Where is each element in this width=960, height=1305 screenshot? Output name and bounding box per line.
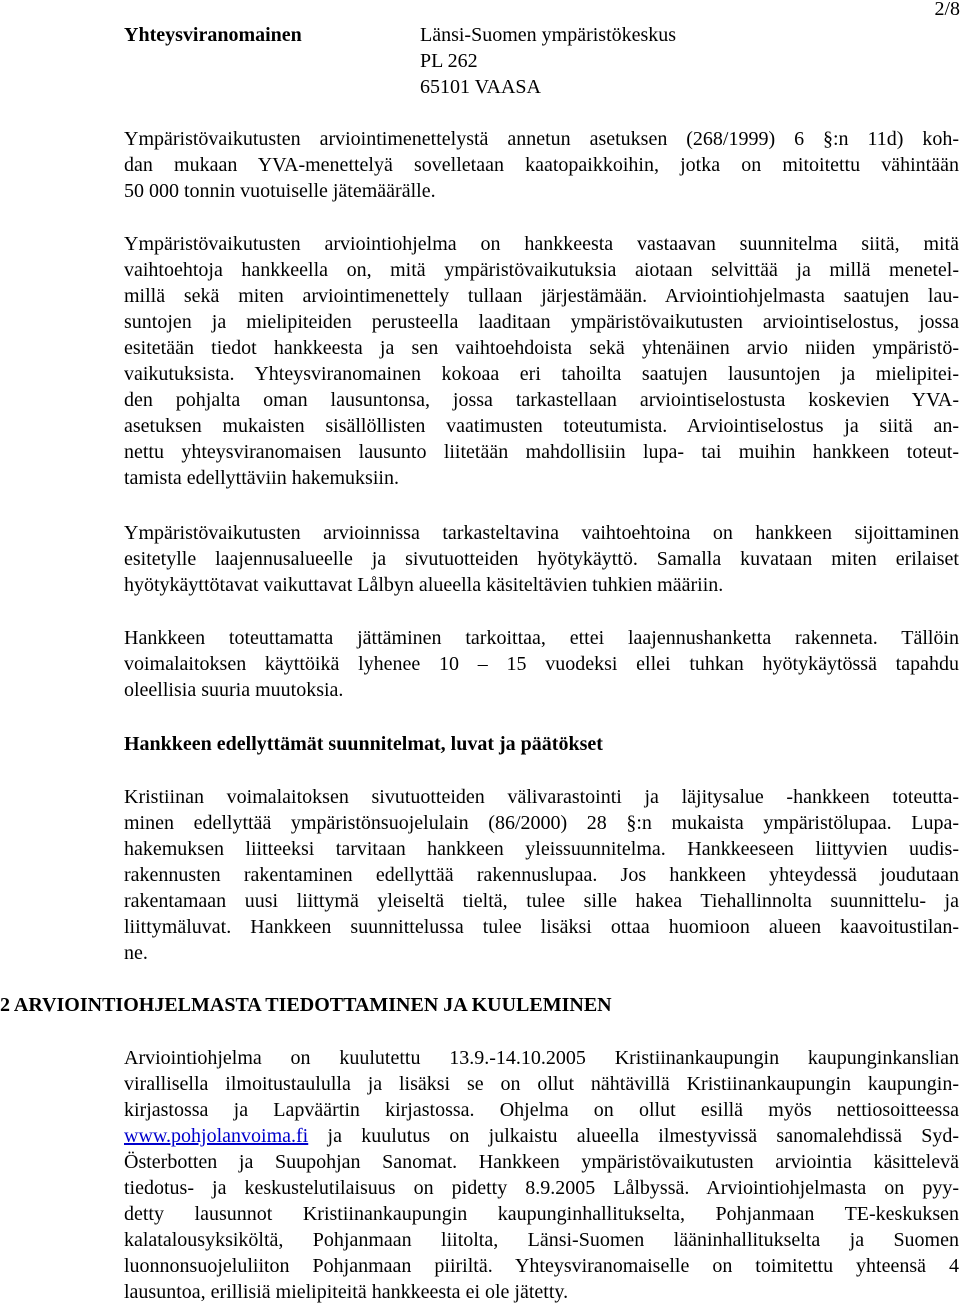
- text-line: liittymäluvat. Hankkeen suunnittelussa tulee lisäksi ottaa huomioon alueen kaavoitustilan-: [124, 916, 959, 938]
- subheading: Hankkeen edellyttämät suunnitelmat, luvat ja päätökset: [124, 733, 603, 755]
- text-line: asetuksen mukaisten sisällöllisten vaatimusten toteutumista. Arviointiselostus ja siitä an-: [124, 415, 959, 437]
- page-number: 2/8: [934, 0, 960, 20]
- text-line: Hankkeen toteuttamatta jättäminen tarkoittaa, ettei laajennushanketta rakenneta. Tällöin: [124, 627, 959, 649]
- authority-address: PL 262: [420, 50, 478, 72]
- text-line: Kristiinan voimalaitoksen sivutuotteiden välivarastointi ja läjitysalue -hankkeen toteutta-: [124, 786, 959, 808]
- text-line: nettu yhteysviranomaisen lausunto liitetään mahdollisiin lupa- tai muihin hankkeen toteut-: [124, 441, 959, 463]
- text-line: detty lausunnot Kristiinankaupungin kaupunginhallitukselta, Pohjanmaan TE-keskuksen: [124, 1203, 959, 1225]
- text-line: tiedotus- ja keskustelutilaisuus on pidetty 8.9.2005 Lålbyssä. Arviointiohjelmasta on pyy-: [124, 1177, 959, 1199]
- text-line-with-link: [124, 1123, 959, 1149]
- text-line: Ympäristövaikutusten arvioinnissa tarkasteltavina vaihtoehtoina on hankkeen sijoittaminen: [124, 522, 959, 544]
- text-line: vaikutuksista. Yhteysviranomainen kokoaa eri tahoilta saatujen lausuntojen ja mielipitei-: [124, 363, 959, 385]
- authority-city: 65101 VAASA: [420, 76, 541, 98]
- text-line: Österbotten ja Suupohjan Sanomat. Hankkeen ympäristövaikutusten arviointia käsittelevä: [124, 1151, 959, 1173]
- text-line: luonnonsuojeluliiton Pohjanmaan piiriltä. Yhteysviranomaiselle on toimitettu yhteensä 4: [124, 1255, 959, 1277]
- text-line: dan mukaan YVA-menettelyä sovelletaan kaatopaikkoihin, jotka on mitoitettu vähintään: [124, 154, 959, 176]
- website-link[interactable]: www.pohjolanvoima.fi: [124, 1125, 309, 1147]
- text-line: Ympäristövaikutusten arviointiohjelma on hankkeesta vastaavan suunnitelma siitä, mitä: [124, 233, 959, 255]
- text-line: oleellisia suuria muutoksia.: [124, 679, 344, 701]
- text-line: suntojen ja mielipiteiden perusteella laaditaan ympäristövaikutusten arviointiselostus, jossa: [124, 311, 959, 333]
- text-line: esitetään tiedot hankkeesta ja sen vaihtoehdoista sekä yhtenäinen arvio niiden ympäristö-: [124, 337, 959, 359]
- text-line: voimalaitoksen käyttöikä lyhenee 10 – 15 vuodeksi ellei tuhkan hyötykäytössä tapahdu: [124, 653, 959, 675]
- text-line: Arviointiohjelma on kuulutettu 13.9.-14.10.2005 Kristiinankaupungin kaupunginkanslian: [124, 1047, 959, 1069]
- text-line: lausuntoa, erillisiä mielipiteitä hankkeesta ei ole jätetty.: [124, 1281, 569, 1303]
- text-line: millä sekä miten arviointimenettely tullaan järjestämään. Arviointiohjelmasta saatujen lau-: [124, 285, 959, 307]
- text-line: ne.: [124, 942, 148, 964]
- text-line: 50 000 tonnin vuotuiselle jätemäärälle.: [124, 180, 436, 202]
- text-line: rakennusten rakentaminen edellyttää rakennuslupaa. Jos hankkeen yhteydessä joudutaan: [124, 864, 959, 886]
- text-line: kalatalousyksiköltä, Pohjanmaan liitolta, Länsi-Suomen lääninhallitukselta ja Suomen: [124, 1229, 959, 1251]
- authority-label: Yhteysviranomainen: [124, 24, 302, 46]
- text-line: Ympäristövaikutusten arviointimenettelystä annetun asetuksen (268/1999) 6 §:n 11d) koh-: [124, 128, 959, 150]
- text-line: minen edellyttää ympäristönsuojelulain (86/2000) 28 §:n mukaista ympäristölupaa. Lupa-: [124, 812, 959, 834]
- text-line: tamista edellyttäviin hakemuksiin.: [124, 467, 399, 489]
- authority-name: Länsi-Suomen ympäristökeskus: [420, 24, 677, 46]
- text-line: vaihtoehtoja hankkeella on, mitä ympäristövaikutuksia aiotaan selvittää ja millä menetel-: [124, 259, 959, 281]
- text-line: virallisella ilmoitustaululla ja lisäksi se on ollut nähtävillä Kristiinankaupungin kaupungin-: [124, 1073, 959, 1095]
- text-line: den pohjalta oman lausuntonsa, jossa tarkastellaan arviointiselostusta koskevien YVA-: [124, 389, 959, 411]
- text-line: hakemuksen liitteeksi tarvitaan hankkeen yleissuunnitelma. Hankkeeseen liittyvien uudis-: [124, 838, 959, 860]
- text-line: kirjastossa ja Lapväärtin kirjastossa. Ohjelma on ollut esillä myös nettiosoitteessa: [124, 1099, 959, 1121]
- text-line: hyötykäyttötavat vaikuttavat Lålbyn alueella käsiteltävien tuhkien määriin.: [124, 574, 724, 596]
- text-line: rakentamaan uusi liittymä yleiseltä tieltä, tulee sille hakea Tiehallinnolta suunnittelu- ja: [124, 890, 959, 912]
- section-heading: 2 ARVIOINTIOHJELMASTA TIEDOTTAMINEN JA KUULEMINEN: [0, 994, 612, 1016]
- link-line-rest: ja kuulutus on julkaistu alueella ilmestyvissä sanomalehdissä Syd-: [308, 1125, 959, 1147]
- text-line: esitetylle laajennusalueelle ja sivutuotteiden hyötykäyttö. Samalla kuvataan miten erilaiset: [124, 548, 959, 570]
